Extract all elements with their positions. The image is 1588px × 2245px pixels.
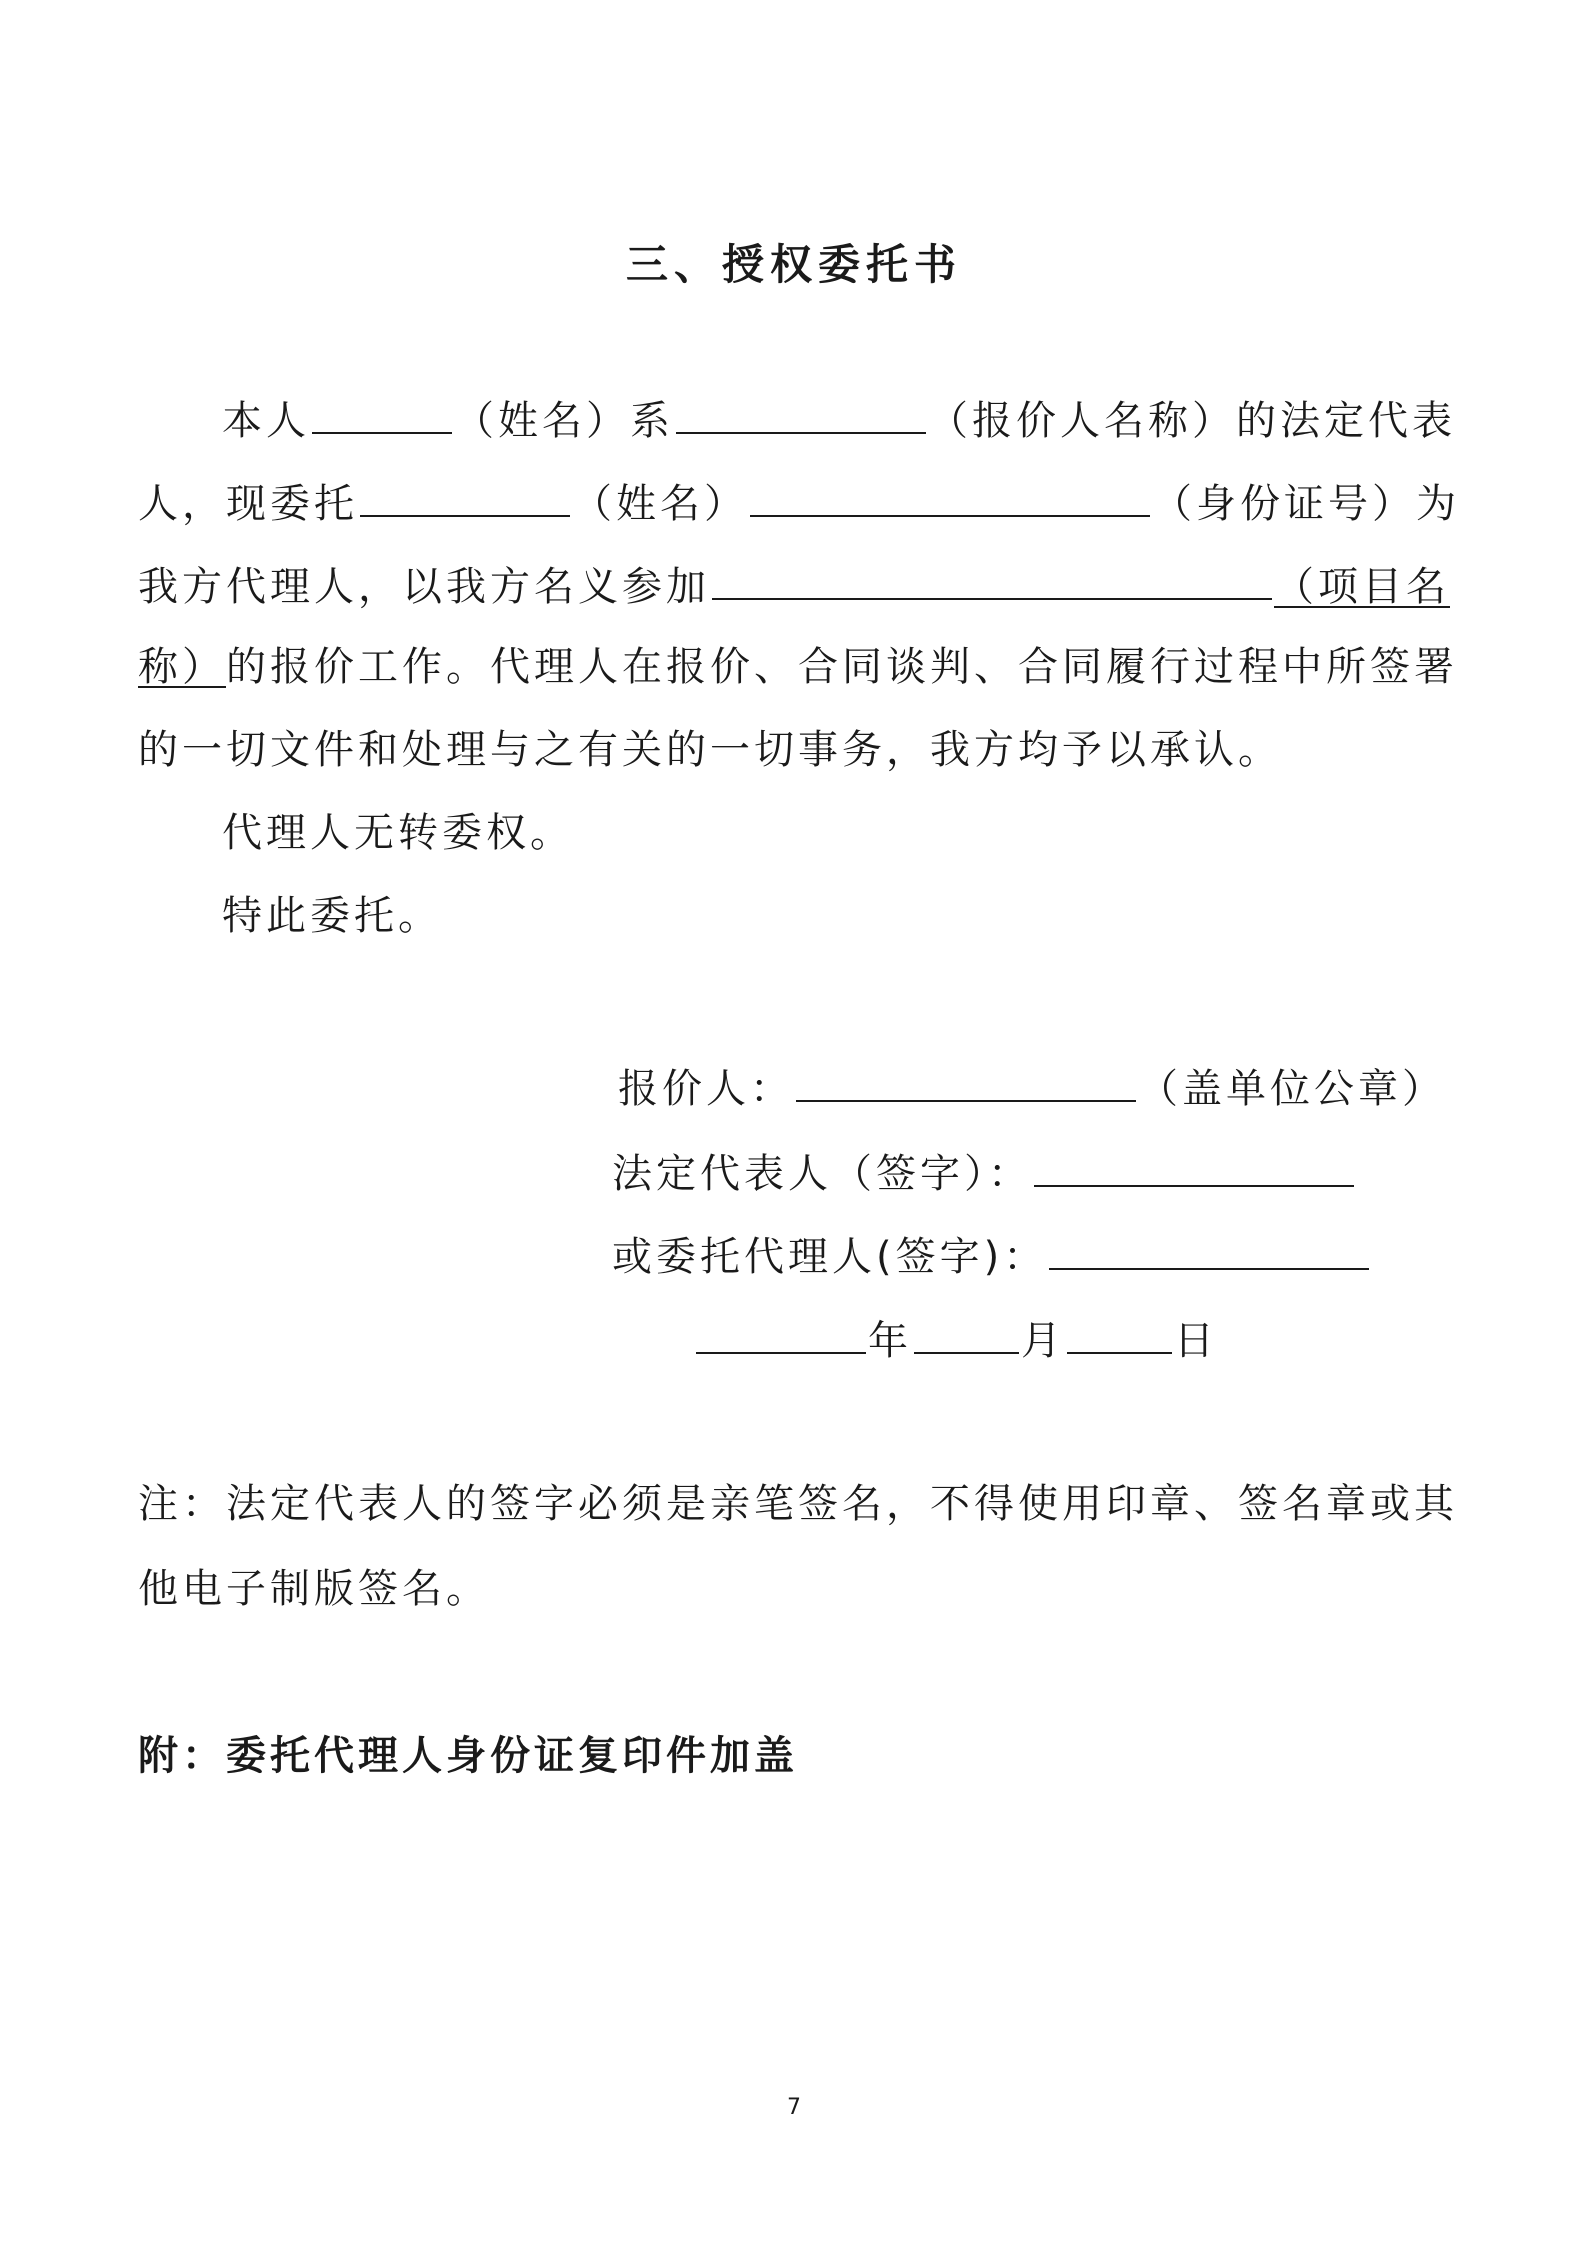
page-title: 三、授权委托书: [625, 240, 962, 289]
text: （姓名）系: [454, 398, 674, 444]
agent-line: [612, 1228, 1371, 1283]
year-blank[interactable]: [696, 1312, 866, 1354]
bidder-blank[interactable]: [796, 1060, 1136, 1102]
page-number: 7: [787, 2095, 801, 2120]
project-name-blank[interactable]: [712, 558, 1272, 600]
text: 的报价工作。代理人在报价、合同谈判、合同履行过程中所签署: [226, 644, 1458, 690]
day-blank[interactable]: [1067, 1312, 1172, 1354]
text: （盖单位公章）: [1138, 1066, 1446, 1112]
para1-line1: [222, 392, 1456, 447]
month-blank[interactable]: [914, 1312, 1019, 1354]
text: 年: [868, 1318, 912, 1364]
id-number-blank[interactable]: [750, 475, 1150, 517]
text: （报价人名称）的法定代表: [928, 398, 1456, 444]
text: 称）: [138, 644, 226, 690]
bidder-name-blank[interactable]: [676, 392, 926, 434]
text: 人，现委托: [138, 481, 358, 527]
para2: 代理人无转委权。: [222, 810, 574, 856]
bidder-line: [618, 1060, 1446, 1115]
para3: 特此委托。: [222, 893, 442, 939]
text: （姓名）: [572, 481, 748, 527]
text: 月: [1021, 1318, 1065, 1364]
text: 我方代理人，以我方名义参加: [138, 564, 710, 610]
text: 本人: [222, 398, 310, 444]
para1-line3: [138, 558, 1450, 613]
para1-line2: [138, 475, 1460, 530]
legal-rep-signature-blank[interactable]: [1034, 1145, 1354, 1187]
agent-name-blank[interactable]: [360, 475, 570, 517]
date-line: [694, 1312, 1218, 1367]
legal-rep-line: [612, 1145, 1356, 1200]
para1-line5: 的一切文件和处理与之有关的一切事务，我方均予以承认。: [138, 727, 1282, 773]
attachment-note: 附：委托代理人身份证复印件加盖: [138, 1733, 798, 1779]
agent-signature-blank[interactable]: [1049, 1228, 1369, 1270]
para1-line4: [138, 641, 1458, 693]
text: （项目名: [1274, 564, 1450, 610]
text: 或委托代理人(签字)：: [612, 1234, 1048, 1280]
text: 报价人：: [618, 1066, 794, 1112]
text: 日: [1174, 1318, 1218, 1364]
text: 法定代表人（签字）：: [612, 1151, 1032, 1197]
note-line2: 他电子制版签名。: [138, 1566, 490, 1612]
note-line1: 注：法定代表人的签字必须是亲笔签名，不得使用印章、签名章或其: [138, 1481, 1458, 1527]
text: （身份证号）为: [1152, 481, 1460, 527]
name-blank[interactable]: [312, 392, 452, 434]
